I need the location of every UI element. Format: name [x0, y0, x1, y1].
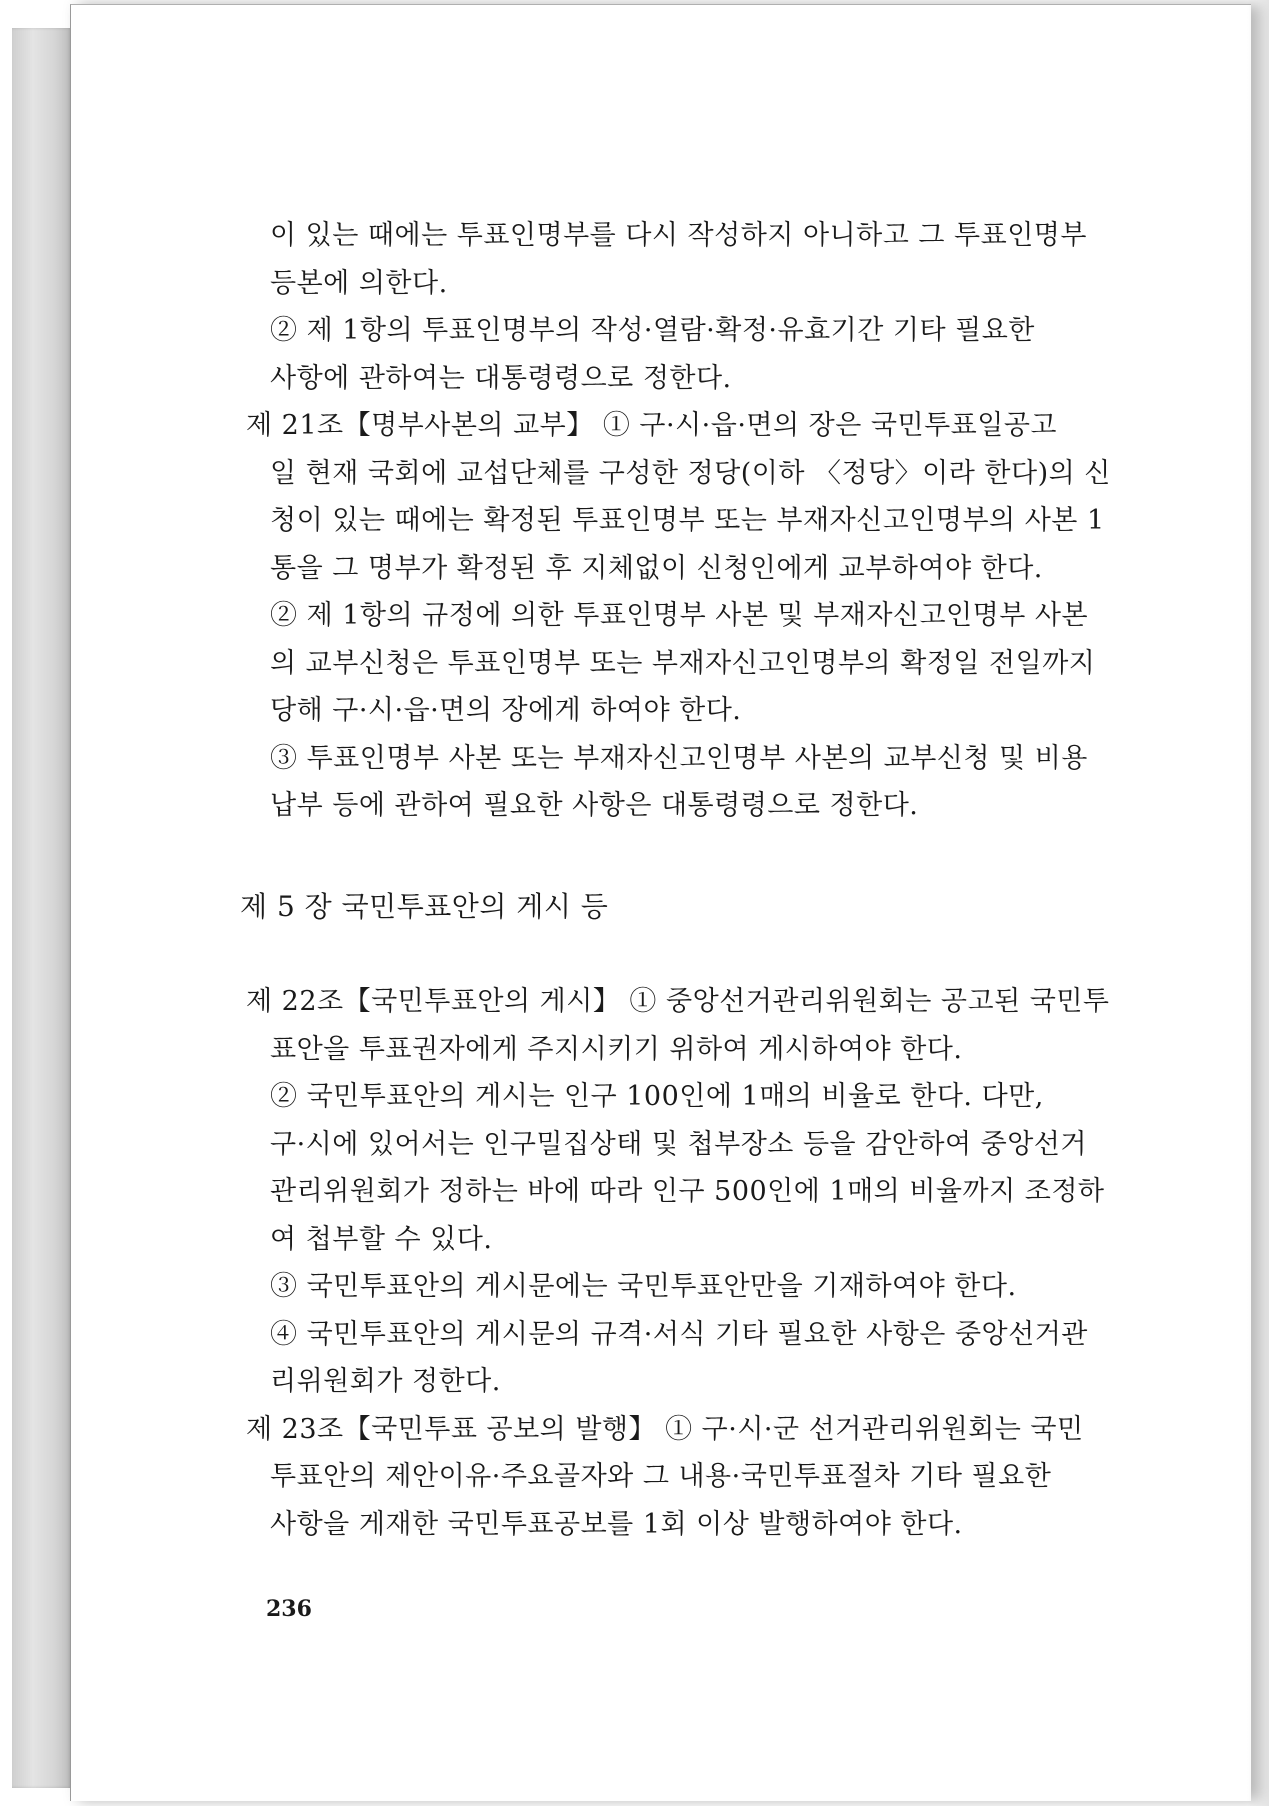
text-line: ② 제 1항의 투표인명부의 작성·열람·확정·유효기간 기타 필요한 [270, 315, 1035, 346]
text-line: 납부 등에 관하여 필요한 사항은 대통령령으로 정한다. [270, 790, 919, 821]
book-page-edges [12, 28, 72, 1788]
text-line: ③ 국민투표안의 게시문에는 국민투표안만을 기재하여야 한다. [270, 1271, 1017, 1302]
text-line: 여 첩부할 수 있다. [270, 1223, 493, 1255]
page-number: 236 [266, 1596, 312, 1622]
text-line: 구·시에 있어서는 인구밀집상태 및 첩부장소 등을 감안하여 중앙선거 [270, 1128, 1087, 1160]
text-line: ② 제 1항의 규정에 의한 투표인명부 사본 및 부재자신고인명부 사본 [270, 600, 1089, 631]
text-line: 리위원회가 정한다. [270, 1366, 501, 1397]
text-line: 이 있는 때에는 투표인명부를 다시 작성하지 아니하고 그 투표인명부 [270, 220, 1087, 251]
text-block-2 [170, 978, 1110, 1548]
text-line: 당해 구·시·읍·면의 장에게 하여야 한다. [270, 695, 742, 726]
text-line: 투표안의 제안이유·주요골자와 그 내용·국민투표절차 기타 필요한 [270, 1461, 1052, 1492]
text-line: 관리위원회가 정하는 바에 따라 인구 500인에 1매의 비율까지 조정하 [270, 1176, 1105, 1207]
text-block-1 [170, 212, 1110, 830]
text-line: ② 국민투표안의 게시는 인구 100인에 1매의 비율로 한다. 다만, [270, 1081, 1044, 1112]
text-line: 표안을 투표권자에게 주지시키기 위하여 게시하여야 한다. [270, 1033, 963, 1065]
text-line: 의 교부신청은 투표인명부 또는 부재자신고인명부의 확정일 전일까지 [270, 647, 1096, 679]
text-line: 일 현재 국회에 교섭단체를 구성한 정당(이하 〈정당〉이라 한다)의 신 [270, 457, 1111, 489]
chapter-heading: 제 5 장 국민투표안의 게시 등 [240, 890, 609, 923]
text-line: ③ 투표인명부 사본 또는 부재자신고인명부 사본의 교부신청 및 비용 [270, 742, 1088, 774]
article-heading-22: 제 22조【국민투표안의 게시】 ① 중앙선거관리위원회는 공고된 국민투 [246, 986, 1110, 1017]
article-heading-21: 제 21조【명부사본의 교부】 ① 구·시·읍·면의 장은 국민투표일공고 [246, 410, 1057, 441]
text-line: 등본에 의한다. [270, 267, 448, 299]
text-line: 청이 있는 때에는 확정된 투표인명부 또는 부재자신고인명부의 사본 1 [270, 505, 1105, 536]
page-shadow [1247, 0, 1269, 1806]
text-line: 사항에 관하여는 대통령령으로 정한다. [270, 362, 732, 394]
article-heading-23: 제 23조【국민투표 공보의 발행】 ① 구·시·군 선거관리위원회는 국민 [246, 1413, 1084, 1445]
text-line: 사항을 게재한 국민투표공보를 1회 이상 발행하여야 한다. [270, 1508, 963, 1540]
text-line: ④ 국민투표안의 게시문의 규격·서식 기타 필요한 사항은 중앙선거관 [270, 1318, 1088, 1350]
text-line: 통을 그 명부가 확정된 후 지체없이 신청인에게 교부하여야 한다. [270, 552, 1043, 584]
